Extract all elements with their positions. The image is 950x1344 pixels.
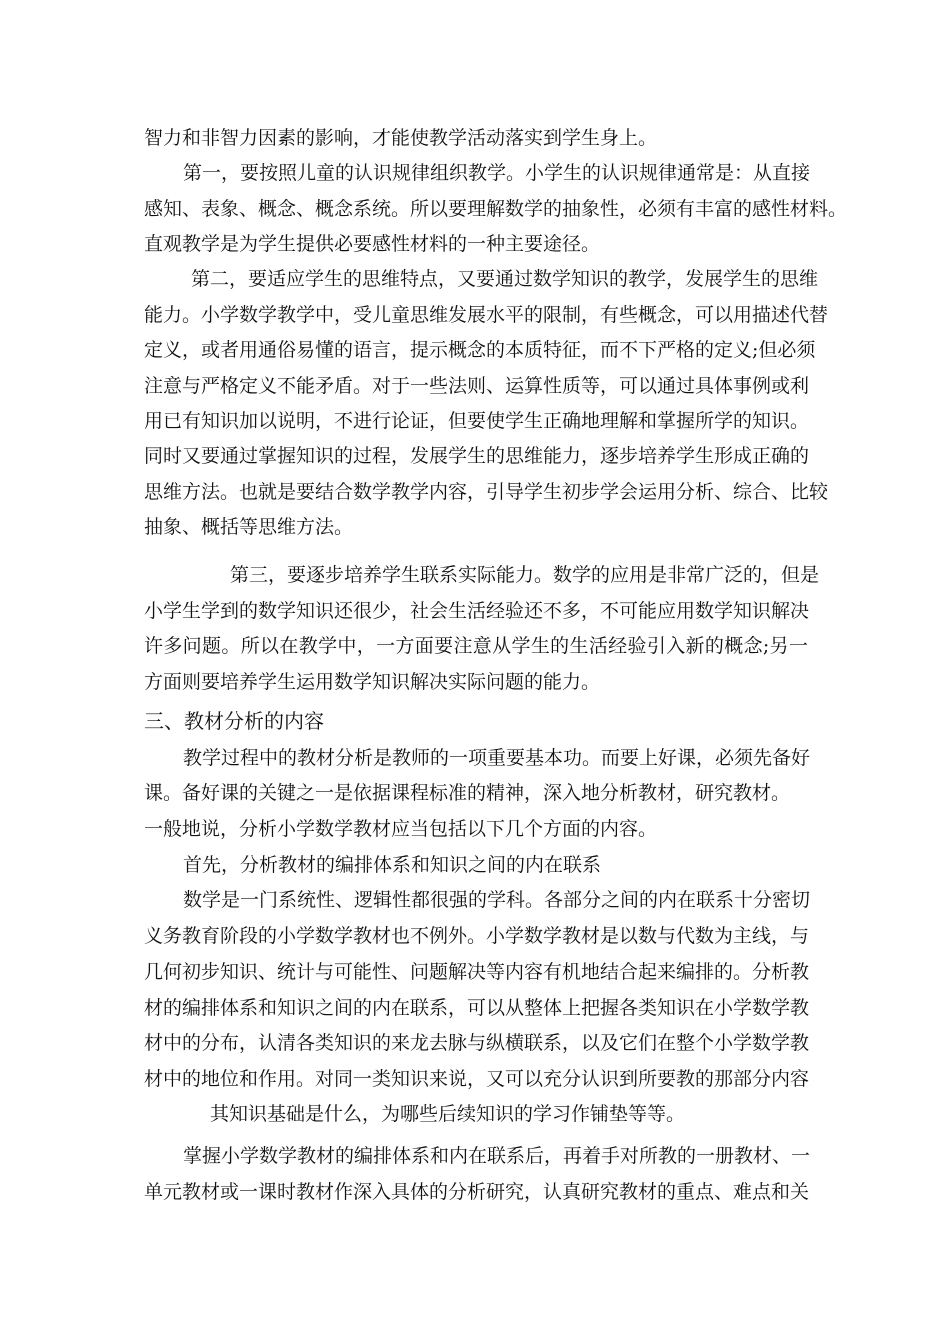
text-line: 直观教学是为学生提供必要感性材料的一种主要途径。 xyxy=(144,233,601,255)
text-line: 课。备好课的关键之一是依据课程标准的精神，深入地分析教材，研究教材。 xyxy=(144,782,791,804)
section-heading: 三、教材分析的内容 xyxy=(144,709,324,733)
text-line: 数学是一门系统性、逻辑性都很强的学科。各部分之间的内在联系十分密切 xyxy=(183,889,811,911)
text-line: 抽象、概括等思维方法。 xyxy=(144,516,354,538)
text-line: 第二，要适应学生的思维特点，又要通过数学知识的教学，发展学生的思维 xyxy=(191,268,819,290)
text-line: 用已有知识加以说明，不进行论证，但要使学生正确地理解和掌握所学的知识。 xyxy=(144,410,810,432)
text-line: 注意与严格定义不能矛盾。对于一些法则、运算性质等，可以通过具体事例或利 xyxy=(144,375,810,397)
text-line: 掌握小学数学教材的编排体系和内在联系后，再着手对所教的一册教材、一 xyxy=(183,1145,811,1167)
text-line: 感知、表象、概念、概念系统。所以要理解数学的抽象性，必须有丰富的感性材料。 xyxy=(144,198,848,220)
text-line: 第三，要逐步培养学生联系实际能力。数学的应用是非常广泛的，但是 xyxy=(230,564,820,586)
text-line: 小学生学到的数学知识还很少，社会生活经验还不多，不可能应用数学知识解决 xyxy=(144,600,810,622)
text-line: 首先，分析教材的编排体系和知识之间的内在联系 xyxy=(183,854,602,876)
text-line: 单元教材或一课时教材作深入具体的分析研究，认真研究教材的重点、难点和关 xyxy=(144,1181,810,1203)
text-line: 教学过程中的教材分析是教师的一项重要基本功。而要上好课，必须先备好 xyxy=(183,747,811,769)
text-line: 义务教育阶段的小学数学教材也不例外。小学数学教材是以数与代数为主线，与 xyxy=(144,925,810,947)
text-line: 思维方法。也就是要结合数学教学内容，引导学生初步学会运用分析、综合、比较 xyxy=(144,481,829,503)
text-line: 许多问题。所以在教学中，一方面要注意从学生的生活经验引入新的概念;另一 xyxy=(144,635,808,657)
text-line: 材中的分布，认清各类知识的来龙去脉与纵横联系，以及它们在整个小学数学教 xyxy=(144,1032,810,1054)
text-line: 一般地说，分析小学数学教材应当包括以下几个方面的内容。 xyxy=(144,818,658,840)
text-line: 能力。小学数学教学中，受儿童思维发展水平的限制，有些概念，可以用描述代替 xyxy=(144,304,829,326)
text-line: 几何初步知识、统计与可能性、问题解决等内容有机地结合起来编排的。分析教 xyxy=(144,961,810,983)
text-line: 第一，要按照儿童的认识规律组织教学。小学生的认识规律通常是：从直接 xyxy=(183,162,811,184)
text-line: 材中的地位和作用。对同一类知识来说，又可以充分认识到所要教的那部分内容 xyxy=(144,1068,810,1090)
text-line: 智力和非智力因素的影响，才能使教学活动落实到学生身上。 xyxy=(144,127,658,149)
text-line: 其知识基础是什么，为哪些后续知识的学习作铺垫等等。 xyxy=(210,1103,686,1125)
text-line: 材的编排体系和知识之间的内在联系，可以从整体上把握各类知识在小学数学教 xyxy=(144,997,810,1019)
text-line: 方面则要培养学生运用数学知识解决实际问题的能力。 xyxy=(144,671,601,693)
text-line: 定义，或者用通俗易懂的语言，提示概念的本质特征，而不下严格的定义;但必须 xyxy=(144,339,816,361)
text-line: 同时又要通过掌握知识的过程，发展学生的思维能力，逐步培养学生形成正确的 xyxy=(144,445,810,467)
